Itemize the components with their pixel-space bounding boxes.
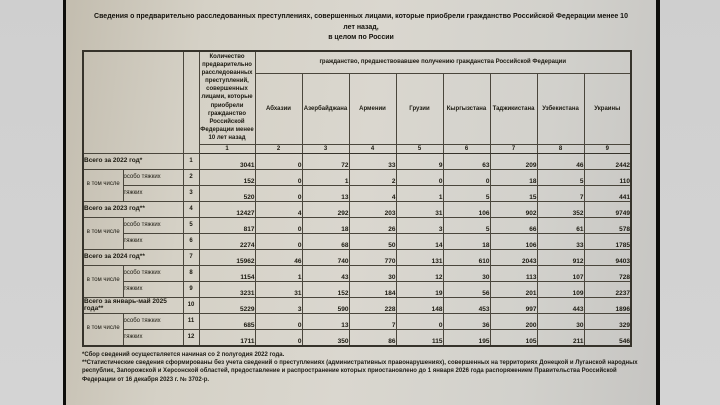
page-title-line1: Сведения о предварительно расследованных преступлениях, совершенных лицами, которые приобрели гражданство Российской Федерации менее 10 лет назад, bbox=[94, 13, 628, 31]
row-number: 5 bbox=[183, 217, 199, 233]
data-cell: 1896 bbox=[584, 297, 631, 313]
data-cell: 56 bbox=[443, 281, 490, 297]
data-cell: 109 bbox=[537, 281, 584, 297]
group-label: в том числе bbox=[83, 169, 123, 201]
count-value: 685 bbox=[199, 313, 255, 329]
row-label-sub: тяжких bbox=[123, 185, 183, 201]
row-label-sub: особо тяжких bbox=[123, 313, 183, 329]
data-cell: 131 bbox=[396, 249, 443, 265]
data-cell: 7 bbox=[537, 185, 584, 201]
table-row bbox=[83, 233, 631, 249]
data-cell: 14 bbox=[396, 233, 443, 249]
data-cell: 2442 bbox=[584, 153, 631, 169]
data-cell: 997 bbox=[490, 297, 537, 313]
data-cell: 578 bbox=[584, 217, 631, 233]
data-cell: 740 bbox=[302, 249, 349, 265]
row-number: 9 bbox=[183, 281, 199, 297]
data-cell: 9749 bbox=[584, 201, 631, 217]
country-column-header: Украины bbox=[584, 73, 631, 144]
data-cell: 902 bbox=[490, 201, 537, 217]
data-cell: 18 bbox=[443, 233, 490, 249]
data-cell: 5 bbox=[443, 185, 490, 201]
data-cell: 610 bbox=[443, 249, 490, 265]
data-cell: 350 bbox=[302, 329, 349, 346]
column-number: 3 bbox=[302, 144, 349, 153]
row-label-sub: особо тяжких bbox=[123, 265, 183, 281]
group-label: в том числе bbox=[83, 265, 123, 297]
table-row bbox=[83, 201, 631, 217]
data-cell: 211 bbox=[537, 329, 584, 346]
row-label-total: Всего за 2024 год** bbox=[83, 249, 183, 265]
data-cell: 148 bbox=[396, 297, 443, 313]
table-row bbox=[83, 153, 631, 169]
data-cell: 30 bbox=[443, 265, 490, 281]
count-value: 12427 bbox=[199, 201, 255, 217]
data-cell: 200 bbox=[490, 313, 537, 329]
data-cell: 912 bbox=[537, 249, 584, 265]
data-cell: 195 bbox=[443, 329, 490, 346]
empty-rownum-header-cell bbox=[183, 51, 199, 154]
empty-header-cell bbox=[83, 51, 183, 154]
document-page bbox=[66, 0, 656, 405]
data-cell: 13 bbox=[302, 313, 349, 329]
row-label-sub: тяжких bbox=[123, 281, 183, 297]
data-cell: 5 bbox=[443, 217, 490, 233]
data-cell: 30 bbox=[537, 313, 584, 329]
data-cell: 0 bbox=[396, 169, 443, 185]
data-cell: 19 bbox=[396, 281, 443, 297]
data-cell: 31 bbox=[255, 281, 302, 297]
data-cell: 50 bbox=[349, 233, 396, 249]
row-number: 4 bbox=[183, 201, 199, 217]
data-cell: 106 bbox=[490, 233, 537, 249]
row-label-sub: особо тяжких bbox=[123, 169, 183, 185]
data-cell: 3 bbox=[255, 297, 302, 313]
footnote-1: *Сбор сведений осуществляется начиная со 2 полугодия 2022 года. bbox=[82, 351, 285, 358]
data-cell: 30 bbox=[349, 265, 396, 281]
table-row bbox=[83, 297, 631, 313]
data-cell: 86 bbox=[349, 329, 396, 346]
footnotes bbox=[82, 351, 644, 385]
data-cell: 0 bbox=[396, 313, 443, 329]
data-cell: 5 bbox=[537, 169, 584, 185]
table-row bbox=[83, 313, 631, 329]
table-body bbox=[83, 153, 631, 346]
data-cell: 0 bbox=[255, 233, 302, 249]
data-cell: 36 bbox=[443, 313, 490, 329]
count-value: 5229 bbox=[199, 297, 255, 313]
country-column-header: Грузии bbox=[396, 73, 443, 144]
count-value: 817 bbox=[199, 217, 255, 233]
data-cell: 0 bbox=[255, 313, 302, 329]
row-label-total: Всего за 2023 год** bbox=[83, 201, 183, 217]
data-cell: 590 bbox=[302, 297, 349, 313]
row-number: 3 bbox=[183, 185, 199, 201]
count-value: 2274 bbox=[199, 233, 255, 249]
data-cell: 0 bbox=[255, 169, 302, 185]
header-row-groups bbox=[83, 51, 631, 74]
column-number: 6 bbox=[443, 144, 490, 153]
table-row bbox=[83, 169, 631, 185]
data-cell: 228 bbox=[349, 297, 396, 313]
data-cell: 2043 bbox=[490, 249, 537, 265]
data-cell: 18 bbox=[302, 217, 349, 233]
data-cell: 13 bbox=[302, 185, 349, 201]
column-number: 9 bbox=[584, 144, 631, 153]
data-cell: 12 bbox=[396, 265, 443, 281]
data-cell: 4 bbox=[349, 185, 396, 201]
data-cell: 66 bbox=[490, 217, 537, 233]
data-cell: 107 bbox=[537, 265, 584, 281]
data-cell: 113 bbox=[490, 265, 537, 281]
data-cell: 1 bbox=[255, 265, 302, 281]
country-column-header: Таджикистана bbox=[490, 73, 537, 144]
data-cell: 184 bbox=[349, 281, 396, 297]
data-cell: 0 bbox=[443, 169, 490, 185]
row-number: 1 bbox=[183, 153, 199, 169]
count-value: 3041 bbox=[199, 153, 255, 169]
row-label-sub: тяжких bbox=[123, 329, 183, 346]
data-cell: 31 bbox=[396, 201, 443, 217]
data-cell: 72 bbox=[302, 153, 349, 169]
data-cell: 1785 bbox=[584, 233, 631, 249]
data-cell: 46 bbox=[537, 153, 584, 169]
data-cell: 106 bbox=[443, 201, 490, 217]
data-cell: 152 bbox=[302, 281, 349, 297]
data-cell: 105 bbox=[490, 329, 537, 346]
count-value: 1154 bbox=[199, 265, 255, 281]
count-value: 1711 bbox=[199, 329, 255, 346]
column-number: 7 bbox=[490, 144, 537, 153]
data-cell: 441 bbox=[584, 185, 631, 201]
data-cell: 329 bbox=[584, 313, 631, 329]
data-cell: 1 bbox=[396, 185, 443, 201]
row-label-sub: тяжких bbox=[123, 233, 183, 249]
table-row bbox=[83, 329, 631, 346]
citizenship-group-header: гражданство, предшествовавшее получению гражданства Российской Федерации bbox=[255, 51, 631, 74]
data-cell: 770 bbox=[349, 249, 396, 265]
data-cell: 1 bbox=[302, 169, 349, 185]
data-cell: 33 bbox=[537, 233, 584, 249]
data-cell: 201 bbox=[490, 281, 537, 297]
data-cell: 43 bbox=[302, 265, 349, 281]
row-number: 11 bbox=[183, 313, 199, 329]
data-cell: 61 bbox=[537, 217, 584, 233]
data-cell: 63 bbox=[443, 153, 490, 169]
table-row bbox=[83, 249, 631, 265]
column-number: 4 bbox=[349, 144, 396, 153]
row-number: 7 bbox=[183, 249, 199, 265]
data-cell: 0 bbox=[255, 217, 302, 233]
data-cell: 0 bbox=[255, 153, 302, 169]
data-cell: 110 bbox=[584, 169, 631, 185]
data-cell: 292 bbox=[302, 201, 349, 217]
data-cell: 7 bbox=[349, 313, 396, 329]
data-cell: 0 bbox=[255, 329, 302, 346]
data-cell: 546 bbox=[584, 329, 631, 346]
country-column-header: Армении bbox=[349, 73, 396, 144]
count-value: 3231 bbox=[199, 281, 255, 297]
data-cell: 46 bbox=[255, 249, 302, 265]
data-cell: 2 bbox=[349, 169, 396, 185]
count-value: 152 bbox=[199, 169, 255, 185]
data-cell: 33 bbox=[349, 153, 396, 169]
footnote-2: **Статистические сведения сформированы без учета сведений о преступлениях (административных правонарушениях), совершенных на территориях Донецкой и Луганской народных республик, Запорожской и Херсонской областей, предоставление и распространение которых приостановлено до 1 января 2026 года распоряжением Правительства Российской Федерации от 16 декабря 2023 г. № 3702-р. bbox=[82, 359, 638, 383]
page-title bbox=[66, 0, 656, 44]
table-row bbox=[83, 281, 631, 297]
row-number: 8 bbox=[183, 265, 199, 281]
data-cell: 68 bbox=[302, 233, 349, 249]
data-cell: 728 bbox=[584, 265, 631, 281]
data-cell: 443 bbox=[537, 297, 584, 313]
statistics-table bbox=[82, 50, 632, 347]
data-cell: 3 bbox=[396, 217, 443, 233]
data-cell: 18 bbox=[490, 169, 537, 185]
row-label-total: Всего за январь-май 2025 года** bbox=[83, 297, 183, 313]
data-cell: 209 bbox=[490, 153, 537, 169]
row-number: 2 bbox=[183, 169, 199, 185]
country-column-header: Азербайджана bbox=[302, 73, 349, 144]
data-cell: 203 bbox=[349, 201, 396, 217]
row-label-total: Всего за 2022 год* bbox=[83, 153, 183, 169]
table-row bbox=[83, 265, 631, 281]
data-cell: 4 bbox=[255, 201, 302, 217]
data-cell: 15 bbox=[490, 185, 537, 201]
count-value: 15962 bbox=[199, 249, 255, 265]
column-number: 1 bbox=[199, 144, 255, 153]
data-cell: 115 bbox=[396, 329, 443, 346]
data-cell: 9403 bbox=[584, 249, 631, 265]
data-cell: 453 bbox=[443, 297, 490, 313]
group-label: в том числе bbox=[83, 313, 123, 346]
column-number: 8 bbox=[537, 144, 584, 153]
row-number: 10 bbox=[183, 297, 199, 313]
table-row bbox=[83, 217, 631, 233]
count-column-header: Количество предварительно расследованных преступлений, совершенных лицами, которые приобрели гражданство Российской Федерации менее 10 лет назад bbox=[199, 51, 255, 145]
page-title-line2: в целом по России bbox=[328, 34, 394, 41]
country-column-header: Кыргызстана bbox=[443, 73, 490, 144]
group-label: в том числе bbox=[83, 217, 123, 249]
data-cell: 9 bbox=[396, 153, 443, 169]
data-cell: 26 bbox=[349, 217, 396, 233]
row-label-sub: особо тяжких bbox=[123, 217, 183, 233]
table-row bbox=[83, 185, 631, 201]
country-column-header: Узбекистана bbox=[537, 73, 584, 144]
data-cell: 0 bbox=[255, 185, 302, 201]
row-number: 12 bbox=[183, 329, 199, 346]
data-cell: 2237 bbox=[584, 281, 631, 297]
country-column-header: Абхазии bbox=[255, 73, 302, 144]
document-photo bbox=[63, 0, 660, 405]
data-cell: 352 bbox=[537, 201, 584, 217]
column-number: 2 bbox=[255, 144, 302, 153]
row-number: 6 bbox=[183, 233, 199, 249]
count-value: 520 bbox=[199, 185, 255, 201]
column-number: 5 bbox=[396, 144, 443, 153]
